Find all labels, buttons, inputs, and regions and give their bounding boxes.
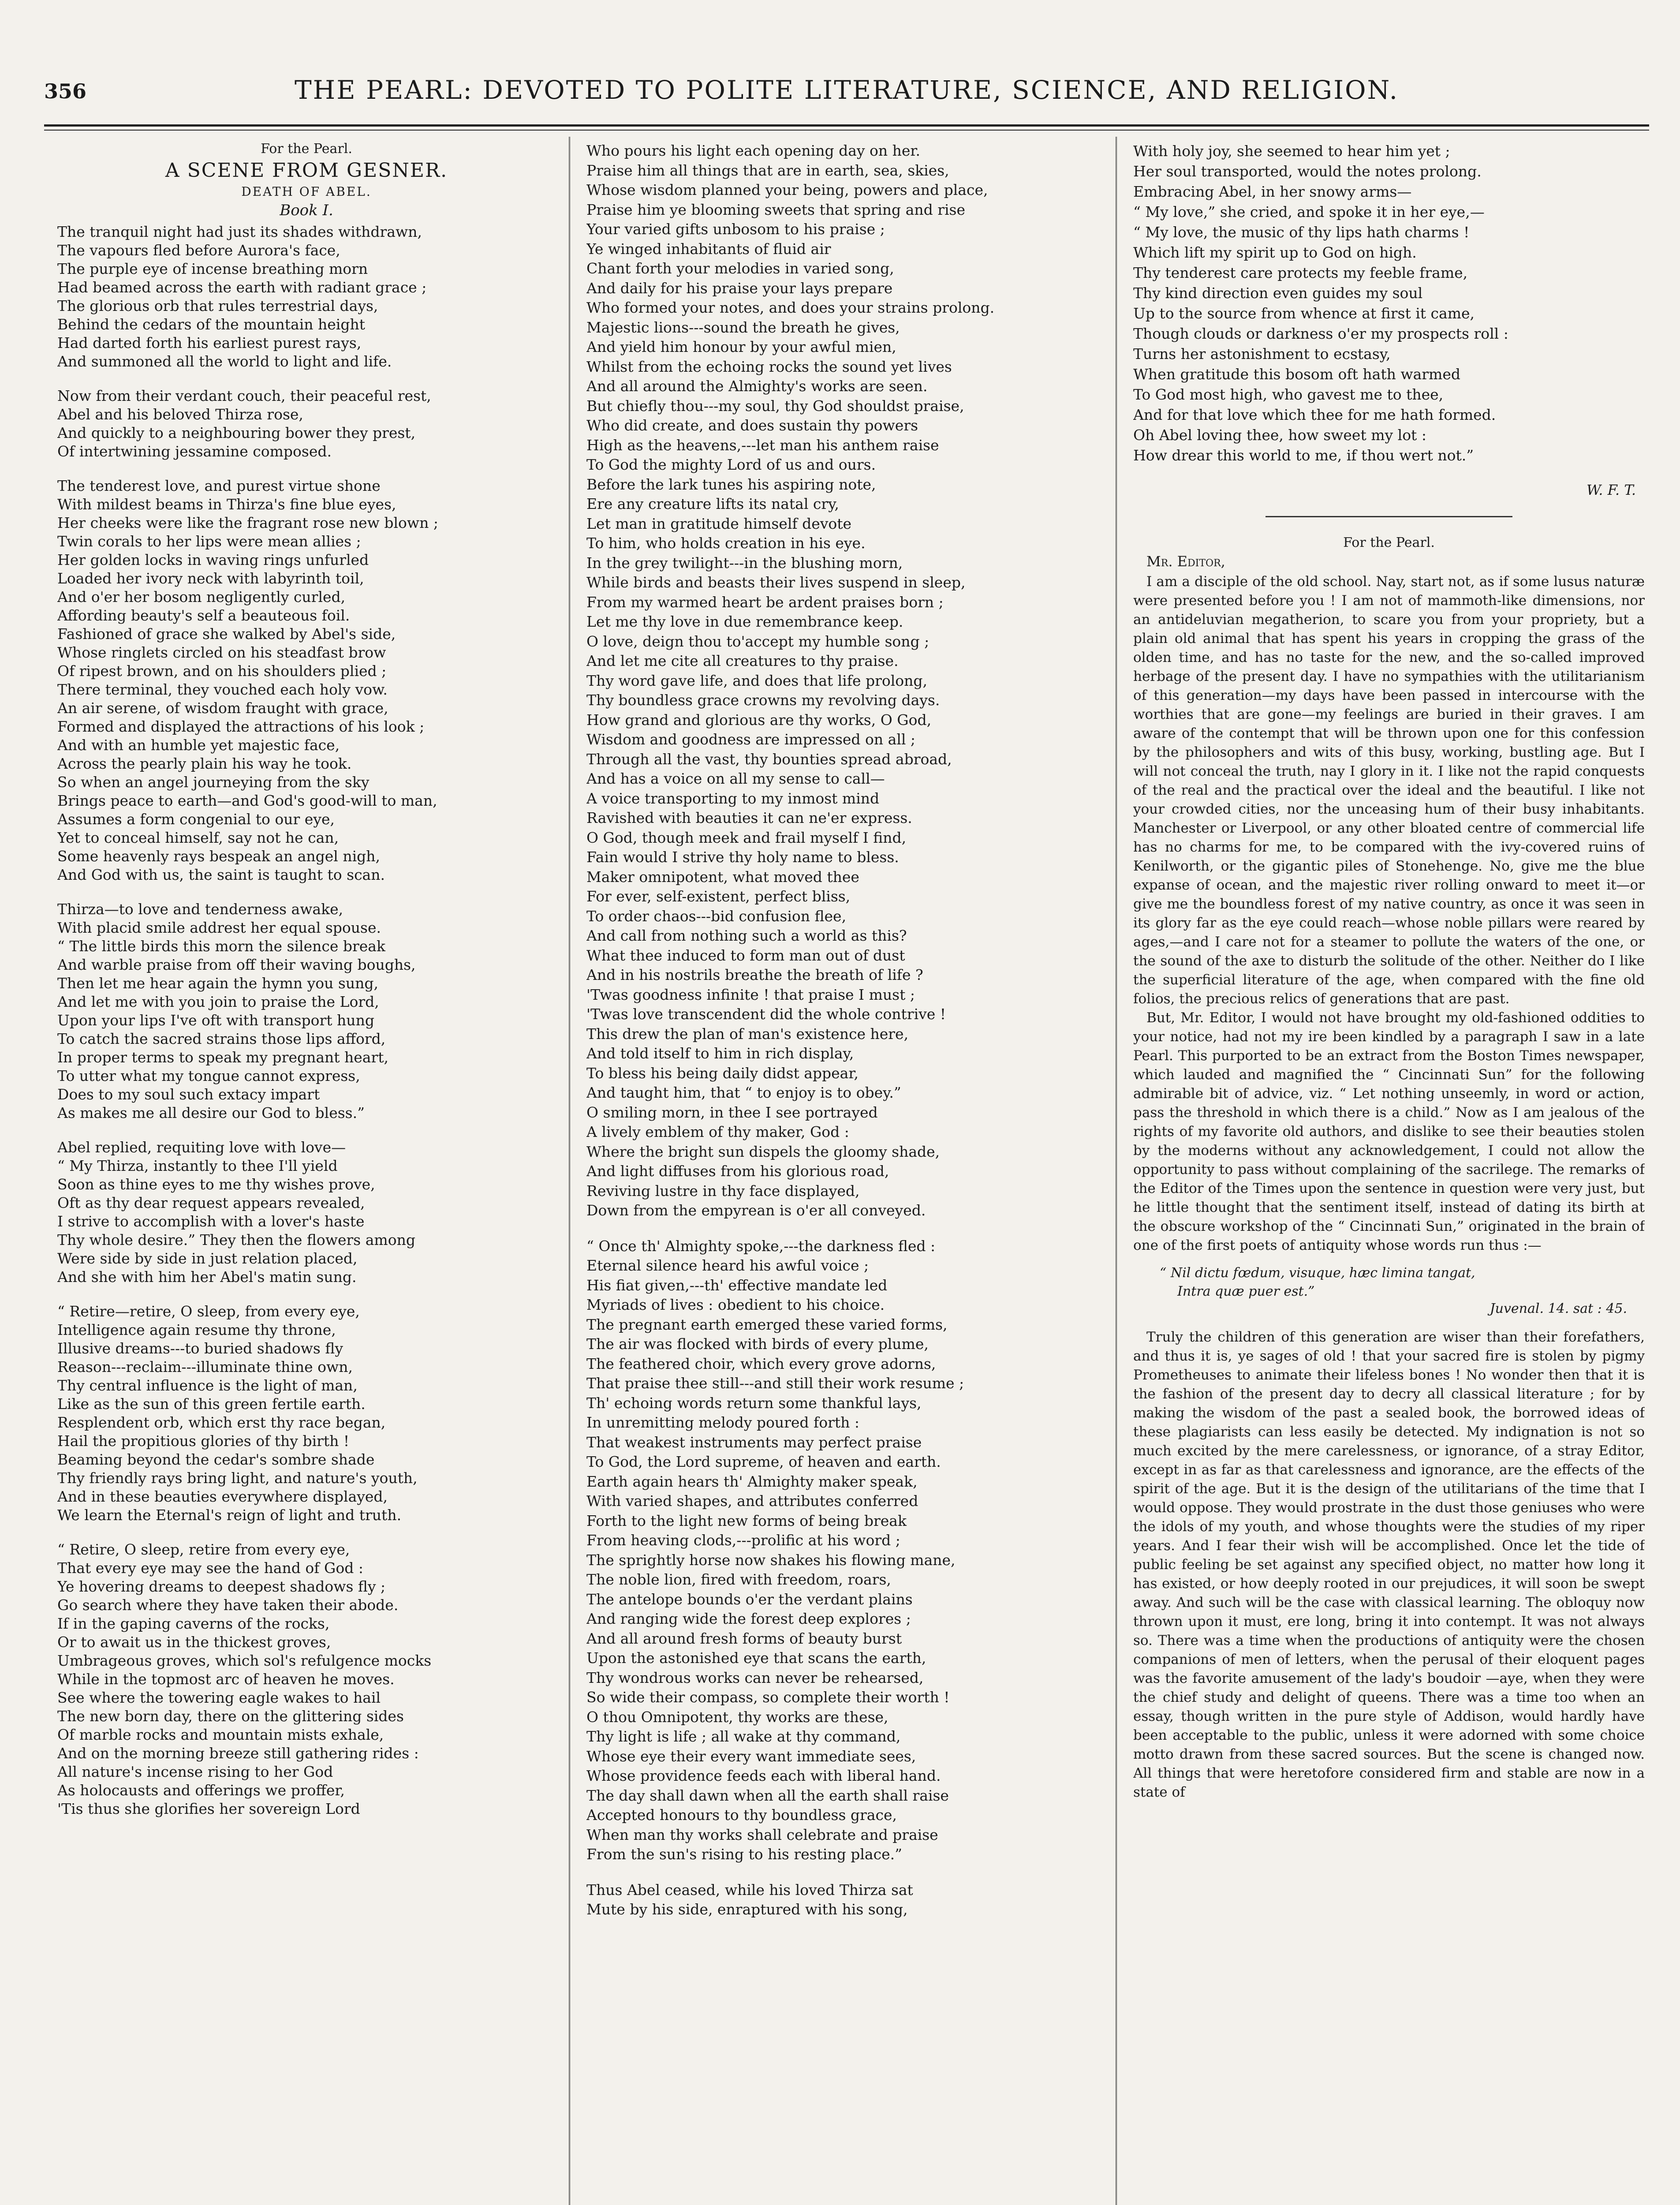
verse-line: Loaded her ivory neck with labyrinth toil, [57, 570, 364, 587]
verse-line: And in his nostrils breathe the breath of life ? [586, 966, 923, 983]
stanza [586, 141, 1102, 1221]
verse-line: Like as the sun of this green fertile earth. [57, 1395, 366, 1413]
running-title: THE PEARL: DEVOTED TO POLITE LITERATURE, SCIENCE, AND RELIGION. [294, 75, 1399, 105]
verse-line: And all around fresh forms of beauty burst [586, 1629, 902, 1647]
verse-line: To bless his being daily didst appear, [586, 1064, 859, 1082]
verse-line: And o'er her bosom negligently curled, [57, 588, 346, 605]
verse-line: Thy friendly rays bring light, and nature's youth, [57, 1469, 418, 1487]
verse-line: Of ripest brown, and on his shoulders plied ; [57, 662, 387, 680]
verse-line: And summoned all the world to light and life. [57, 353, 392, 370]
verse-line: Her golden locks in waving rings unfurled [57, 551, 369, 568]
verse-line: With placid smile addrest her equal spouse. [57, 919, 381, 936]
verse-line: Brings peace to earth—and God's good-will to man, [57, 792, 437, 809]
section-rule [1266, 516, 1512, 517]
verse-line: Whose ringlets circled on his steadfast brow [57, 644, 386, 661]
stanza [57, 1540, 556, 1818]
quote-line: “ Nil dictu fœdum, visuque, hæc limina tangat, [1160, 1265, 1475, 1281]
verse-line: Now from their verdant couch, their peaceful rest, [57, 387, 431, 404]
verse-line: Which lift my spirit up to God on high. [1133, 244, 1417, 261]
header-rule-thin [44, 130, 1649, 131]
verse-line: Fain would I strive thy holy name to bless. [586, 848, 899, 866]
author-signature: W. F. T. [1586, 482, 1636, 498]
verse-line: Illusive dreams---to buried shadows fly [57, 1340, 343, 1357]
verse-line: Twin corals to her lips were mean allies ; [57, 533, 361, 550]
verse-line: Does to my soul such extacy impart [57, 1086, 320, 1103]
verse-line: From heaving clods,---prolific at his word ; [586, 1532, 900, 1549]
verse-line: Who formed your notes, and does your strains prolong. [586, 299, 995, 316]
verse-line: With varied shapes, and attributes conferred [586, 1492, 918, 1510]
verse-line: And warble praise from off their waving boughs, [57, 956, 416, 973]
verse-line: To him, who holds creation in his eye. [586, 534, 866, 552]
verse-line: The day shall dawn when all the earth shall raise [586, 1786, 949, 1804]
verse-line: Thy light is life ; all wake at thy command, [586, 1728, 901, 1745]
verse-line: Let man in gratitude himself devote [586, 515, 852, 532]
verse-line: How grand and glorious are thy works, O God, [586, 711, 932, 729]
verse-line: Formed and displayed the attractions of his look ; [57, 718, 425, 735]
verse-line: An air serene, of wisdom fraught with grace, [57, 699, 388, 717]
page-number: 356 [44, 79, 87, 103]
verse-line: All nature's incense rising to her God [57, 1763, 333, 1780]
verse-line: So wide their compass, so complete their worth ! [586, 1689, 950, 1706]
column-divider [569, 137, 570, 2205]
verse-line: Her cheeks were like the fragrant rose new blown ; [57, 514, 439, 531]
for-the-pearl-label: For the Pearl. [1343, 535, 1435, 550]
verse-line: Go search where they have taken their abode. [57, 1596, 399, 1614]
verse-line: But chiefly thou---my soul, thy God shouldst praise, [586, 397, 964, 415]
verse-line: Yet to conceal himself, say not he can, [57, 829, 339, 846]
verse-line: And let me with you join to praise the Lord, [57, 993, 379, 1010]
verse-line: Thy whole desire.” They then the flowers among [57, 1231, 415, 1248]
verse-line: Thy central influence is the light of man, [57, 1377, 358, 1394]
verse-line: The purple eye of incense breathing morn [57, 260, 368, 277]
column-divider [1116, 137, 1117, 2205]
stanza [57, 1302, 556, 1525]
verse-line: Down from the empyrean is o'er all conveyed. [586, 1202, 926, 1219]
verse-line: And she with him her Abel's matin sung. [57, 1268, 357, 1286]
verse-line: The glorious orb that rules terrestrial days, [57, 297, 378, 314]
verse-line: When man thy works shall celebrate and praise [586, 1826, 938, 1843]
verse-line: Thirza—to love and tenderness awake, [57, 901, 343, 918]
verse-line: Mute by his side, enraptured with his song, [586, 1901, 908, 1918]
verse-line: And taught him, that “ to enjoy is to obey.” [586, 1084, 901, 1101]
verse-line: “ Once th' Almighty spoke,---the darkness fled : [586, 1237, 936, 1255]
verse-line: So when an angel journeying from the sky [57, 774, 370, 791]
latin-quotation [1160, 1264, 1645, 1301]
verse-line: This drew the plan of man's existence here, [586, 1025, 909, 1043]
verse-line: Beaming beyond the cedar's sombre shade [57, 1451, 375, 1468]
verse-line: And for that love which thee for me hath formed. [1133, 406, 1496, 423]
verse-line: Oh Abel loving thee, how sweet my lot : [1133, 426, 1426, 444]
verse-line: Before the lark tunes his aspiring note, [586, 475, 876, 493]
verse-line: See where the towering eagle wakes to hail [57, 1689, 381, 1706]
verse-line: In the grey twilight---in the blushing morn, [586, 554, 903, 572]
verse-line: And has a voice on all my sense to call— [586, 770, 885, 787]
letter-paragraph: I am a disciple of the old school. Nay, start not, as if some lusus naturæ were presented before you ! I am not of mammoth-like dimensions, nor an antideluvian megatherion, to scare you from your propriety, but a plain old animal that has spent his years in cropping the grass of the olden time, and has no taste for the new, and the so-called improved herbage of the present day. I have no sympathies with the utilitarianism of this generation—my days have been passed in intercourse with the worthies that are gone—my feelings are buried in their graves. I am aware of the contempt that will be thrown upon one for this confession by the philosophers and wits of this busy, working, bustling age. But I will not conceal the truth, nay I glory in it. I like not the rapid conquests of the real and the practical over the ideal and the beautiful. I like not your crowded cities, nor the unceasing hum of their busy inhabitants. Manchester or Liverpool, or any other bloated centre of commercial life has no charms for me, to be compared with the ivy-covered ruins of Kenilworth, or the gigantic piles of Stonehenge. No, give me the blue expanse of ocean, and the majestic river rolling onward to meet it—or give me the boundless forest of my native country, as once it was seen in its glory far as the eye could reach—whose noble pillars were reared by ages,—and I care not for a steamer to pollute the waters of the one, or the sound of the axe to disturb the solitude of the other. Neither do I like the superficial literature of the age, when compared with the fine old folios, the precious relics of generations that are past. [1133, 574, 1645, 1007]
stanza [57, 477, 556, 884]
verse-line: From the sun's rising to his resting place.” [586, 1846, 902, 1863]
verse-line: I strive to accomplish with a lover's haste [57, 1213, 365, 1230]
verse-line: Thy tenderest care protects my feeble frame, [1133, 264, 1468, 281]
verse-line: Maker omnipotent, what moved thee [586, 868, 859, 886]
verse-line: Reviving lustre in thy face displayed, [586, 1182, 860, 1200]
verse-line: Across the pearly plain his way he took. [57, 755, 352, 772]
verse-line: Fashioned of grace she walked by Abel's side, [57, 625, 396, 643]
verse-line: Through all the vast, thy bounties spread abroad, [586, 750, 952, 768]
stanza [57, 900, 556, 1122]
verse-line: “ My love, the music of thy lips hath charms ! [1133, 224, 1470, 241]
verse-line: Upon the astonished eye that scans the earth, [586, 1649, 926, 1667]
verse-line: “ The little birds this morn the silence break [57, 938, 385, 955]
verse-line: “ My love,” she cried, and spoke it in her eye,— [1133, 203, 1485, 220]
verse-line: Chant forth your melodies in varied song, [586, 260, 894, 277]
verse-line: To utter what my tongue cannot express, [57, 1067, 360, 1084]
verse-line: Thy wondrous works can never be rehearsed, [586, 1669, 924, 1686]
verse-line: Resplendent orb, which erst thy race began, [57, 1414, 386, 1431]
verse-line: The tenderest love, and purest virtue shone [57, 477, 381, 494]
verse-line: Hail the propitious glories of thy birth ! [57, 1432, 350, 1450]
verse-line: Had darted forth his earliest purest rays, [57, 334, 362, 351]
column-1 [57, 141, 556, 2205]
verse-line: Oft as thy dear request appears revealed, [57, 1194, 365, 1211]
verse-line: “ Retire, O sleep, retire from every eye, [57, 1541, 350, 1558]
poem-title: A SCENE FROM GESNER. [165, 159, 448, 182]
verse-line: Where the bright sun dispels the gloomy shade, [586, 1143, 940, 1160]
verse-line: From my warmed heart be ardent praises born ; [586, 593, 944, 611]
verse-line: Intelligence again resume thy throne, [57, 1321, 336, 1338]
verse-line: Embracing Abel, in her snowy arms— [1133, 183, 1412, 200]
verse-line: O love, deign thou to'accept my humble song ; [586, 632, 930, 650]
verse-line: In unremitting melody poured forth : [586, 1414, 860, 1431]
verse-line: His fiat given,---th' effective mandate led [586, 1276, 888, 1294]
verse-line: The noble lion, fired with freedom, roars, [586, 1571, 891, 1588]
verse-line: And all around the Almighty's works are seen. [586, 377, 928, 395]
verse-line: And in these beauties everywhere displayed, [57, 1488, 388, 1505]
verse-line: As makes me all desire our God to bless.” [57, 1104, 365, 1121]
verse-line: With mildest beams in Thirza's fine blue eyes, [57, 496, 396, 513]
header-rule [44, 124, 1649, 127]
verse-line: Majestic lions---sound the breath he gives, [586, 318, 900, 336]
verse-line: Some heavenly rays bespeak an angel nigh, [57, 848, 380, 865]
verse-line: The antelope bounds o'er the verdant plains [586, 1590, 913, 1608]
verse-line: Ere any creature lifts its natal cry, [586, 495, 839, 512]
verse-line: Praise him all things that are in earth, sea, skies, [586, 161, 949, 179]
book-label: Book I. [280, 202, 333, 219]
quote-source: Juvenal. 14. sat : 45. [1490, 1301, 1627, 1316]
verse-line: The new born day, there on the glittering sides [57, 1708, 404, 1725]
verse-line: A voice transporting to my inmost mind [586, 789, 880, 807]
verse-line: “ Retire—retire, O sleep, from every eye, [57, 1303, 360, 1320]
verse-line: The pregnant earth emerged these varied forms, [586, 1316, 948, 1333]
verse-line: The air was flocked with birds of every plume, [586, 1335, 929, 1353]
verse-line: To God, the Lord supreme, of heaven and earth. [586, 1453, 941, 1470]
poem-stanzas [57, 223, 556, 1818]
verse-line: Ye hovering dreams to deepest shadows fly ; [57, 1578, 386, 1595]
verse-line: To God most high, who gavest me to thee, [1133, 386, 1444, 403]
stanza [1133, 141, 1645, 466]
verse-line: Whose providence feeds each with liberal hand. [586, 1767, 941, 1784]
verse-line: “ My Thirza, instantly to thee I'll yield [57, 1157, 338, 1174]
verse-line: High as the heavens,---let man his anthem raise [586, 436, 939, 454]
verse-line: While in the topmost arc of heaven he moves. [57, 1671, 395, 1688]
verse-line: Ye winged inhabitants of fluid air [586, 240, 831, 258]
verse-line: And daily for his praise your lays prepare [586, 279, 893, 297]
verse-line: And on the morning breeze still gathering rides : [57, 1745, 419, 1762]
page-header [44, 75, 1649, 119]
verse-line: That praise thee still---and still their work resume ; [586, 1375, 964, 1392]
poem-subtitle: DEATH OF ABEL. [241, 184, 372, 199]
verse-line: Umbrageous groves, which sol's refulgence mocks [57, 1652, 432, 1669]
verse-line: Who pours his light each opening day on her. [586, 142, 921, 159]
verse-line: Affording beauty's self a beauteous foil. [57, 607, 350, 624]
verse-line: There terminal, they vouched each holy vow. [57, 681, 388, 698]
verse-line: How drear this world to me, if thou wert not.” [1133, 447, 1474, 464]
verse-line: Abel and his beloved Thirza rose, [57, 406, 303, 423]
verse-line: That weakest instruments may perfect praise [586, 1433, 922, 1451]
stanza [57, 387, 556, 461]
verse-line: If in the gaping caverns of the rocks, [57, 1615, 330, 1632]
stanza [586, 1237, 1102, 1865]
stanza [57, 1138, 556, 1286]
verse-line: 'Twas goodness infinite ! that praise I must ; [586, 986, 915, 1003]
stanza [57, 223, 556, 371]
verse-line: And told itself to him in rich display, [586, 1045, 854, 1062]
verse-line: Who did create, and does sustain thy powers [586, 417, 918, 434]
verse-line: And yield him honour by your awful mien, [586, 338, 896, 355]
verse-line: Forth to the light new forms of being break [586, 1512, 907, 1529]
verse-line: Myriads of lives : obedient to his choice. [586, 1296, 885, 1313]
quote-line: Intra quæ puer est.” [1177, 1284, 1315, 1299]
verse-line: To God the mighty Lord of us and ours. [586, 456, 876, 473]
verse-line: Whose wisdom planned your being, powers and place, [586, 181, 988, 198]
verse-line: To order chaos---bid confusion flee, [586, 907, 847, 925]
verse-line: Her soul transported, would the notes prolong. [1133, 163, 1482, 180]
verse-line: Whilst from the echoing rocks the sound yet lives [586, 358, 952, 375]
verse-line: Th' echoing words return some thankful lays, [586, 1394, 922, 1412]
letter-body [1133, 572, 1645, 1802]
verse-line: Accepted honours to thy boundless grace, [586, 1806, 897, 1824]
verse-line: 'Twas love transcendent did the whole contrive ! [586, 1005, 946, 1023]
verse-line: The feathered choir, which every grove adorns, [586, 1355, 936, 1372]
column-3 [1133, 141, 1645, 2205]
verse-line: Assumes a form congenial to our eye, [57, 811, 335, 828]
verse-line: Up to the source from whence at first it came, [1133, 305, 1475, 322]
verse-line: Thus Abel ceased, while his loved Thirza sat [586, 1881, 913, 1899]
verse-line: Whose eye their every want immediate sees, [586, 1747, 916, 1765]
verse-line: When gratitude this bosom oft hath warmed [1133, 366, 1460, 383]
verse-line: Reason---reclaim---illuminate thine own, [57, 1358, 353, 1375]
verse-line: And ranging wide the forest deep explores ; [586, 1610, 911, 1627]
verse-line: Praise him ye blooming sweets that spring and rise [586, 201, 965, 218]
poem-conclusion [1133, 141, 1645, 466]
verse-line: 'Tis thus she glorifies her sovereign Lord [57, 1800, 360, 1817]
verse-line: Of marble rocks and mountain mists exhale, [57, 1726, 384, 1743]
verse-line: We learn the Eternal's reign of light and truth. [57, 1506, 402, 1524]
verse-line: Or to await us in the thickest groves, [57, 1633, 331, 1651]
letter-paragraph: Truly the children of this generation are wiser than their forefathers, and thus it is, ye sages of old ! that your sacred fire is stolen by pigmy Prometheuses to animate their lifeless bones ! No wonder then that it is the fashion of the present day to decry all classical literature ; for by making the wisdom of the past a sealed book, the borrowed ideas of these plagiarists can less easily be detected. My indignation is not so much excited by the mere carelessness, or ignorance, of a stray Editor, except in as far as that carelessness and ignorance, are the effects of the spirit of the age. But it is the design of the utilitarians of the time that I would oppose. They would prostrate in the dust those geniuses who were the idols of my youth, and whose thoughts were the studies of my riper years. And I fear their wish will be accomplished. Once let the tide of public feeling be set against any specified object, no matter how long it has existed, or how deeply rooted in our prejudices, it will soon be swept away. And such will be the case with classical learning. The obloquy now thrown upon it must, ere long, bring it into contempt. It was not always so. There was a time when the productions of antiquity were the chosen companions of men of letters, when the perusal of their eloquent pages was the favorite amusement of the lady's boudoir —aye, when they were the chief study and delight of queens. There was a time too when an essay, though written in the pure style of Addison, would hardly have been acceptable to the public, unless it were adorned with some choice motto drawn from these sacred sources. But the scene is changed now. All things that were heretofore considered firm and stable are now in a state of [1133, 1329, 1645, 1800]
verse-line: Your varied gifts unbosom to his praise ; [586, 220, 885, 238]
verse-line: In proper terms to speak my pregnant heart, [57, 1049, 389, 1066]
verse-line: O thou Omnipotent, thy works are these, [586, 1708, 889, 1726]
letter-salutation: Mr. Editor, [1146, 553, 1225, 570]
verse-line: Thy boundless grace crowns my revolving days. [586, 691, 940, 709]
verse-line: The sprightly horse now shakes his flowing mane, [586, 1551, 956, 1569]
verse-line: And light diffuses from his glorious road, [586, 1162, 889, 1180]
verse-line: The vapours fled before Aurora's face, [57, 242, 340, 259]
poem-stanzas-continued [586, 141, 1102, 1920]
verse-line: And with an humble yet majestic face, [57, 736, 340, 754]
letter-paragraph: But, Mr. Editor, I would not have brought my old-fashioned oddities to your notice, had not my ire been kindled by a paragraph I saw in a late Pearl. This purported to be an extract from the Boston Times newspaper, which lauded and magnified the “ Cincinnati Sun” for the following admirable bit of advice, viz. “ Let nothing unseemly, in word or action, pass the threshold in which there is a child.” Now as I am jealous of the rights of my favorite old authors, and dislike to see their beauties stolen by the moderns without any acknowledgement, I could not allow the opportunity to pass without complaining of the sacrilege. The remarks of the Editor of the Times upon the sentence in question were very just, but he little thought that the sentiment itself, instead of dating its birth at the obscure workshop of the “ Cincinnati Sun,” originated in the brain of one of the first poets of antiquity whose words run thus :— [1133, 1010, 1645, 1253]
verse-line: Earth again hears th' Almighty maker speak, [586, 1472, 918, 1490]
verse-line: Wisdom and goodness are impressed on all ; [586, 731, 916, 748]
verse-line: Of intertwining jessamine composed. [57, 443, 332, 460]
verse-line: Let me thy love in due remembrance keep. [586, 613, 903, 630]
verse-line: Ravished with beauties it can ne'er express. [586, 809, 912, 826]
verse-line: Behind the cedars of the mountain height [57, 316, 365, 333]
verse-line: Eternal silence heard his awful voice ; [586, 1257, 869, 1274]
verse-line: And quickly to a neighbouring bower they prest, [57, 424, 416, 441]
verse-line: Upon your lips I've oft with transport hung [57, 1012, 374, 1029]
verse-line: With holy joy, she seemed to hear him yet ; [1133, 142, 1450, 160]
verse-line: O smiling morn, in thee I see portrayed [586, 1103, 878, 1121]
verse-line: Had beamed across the earth with radiant grace ; [57, 279, 427, 296]
verse-line: Though clouds or darkness o'er my prospects roll : [1133, 325, 1508, 342]
verse-line: Were side by side in just relation placed, [57, 1250, 358, 1267]
verse-line: For ever, self-existent, perfect bliss, [586, 888, 851, 905]
column-2 [586, 141, 1102, 2205]
verse-line: While birds and beasts their lives suspend in sleep, [586, 574, 966, 591]
verse-line: Abel replied, requiting love with love— [57, 1139, 346, 1156]
verse-line: Turns her astonishment to ecstasy, [1133, 345, 1391, 363]
verse-line: To catch the sacred strains those lips afford, [57, 1030, 386, 1047]
verse-line: Thy word gave life, and does that life prolong, [586, 672, 928, 689]
stanza [586, 1880, 1102, 1920]
verse-line: And God with us, the saint is taught to scan. [57, 866, 385, 883]
verse-line: As holocausts and offerings we proffer, [57, 1782, 345, 1799]
verse-line: O God, though meek and frail myself I find, [586, 829, 907, 846]
verse-line: Thy kind direction even guides my soul [1133, 284, 1423, 302]
verse-line: That every eye may see the hand of God : [57, 1559, 363, 1577]
verse-line: Soon as thine eyes to me thy wishes prove, [57, 1176, 375, 1193]
for-the-pearl-label: For the Pearl. [261, 141, 352, 157]
verse-line: A lively emblem of thy maker, God : [586, 1123, 849, 1140]
verse-line: And let me cite all creatures to thy praise. [586, 652, 899, 669]
verse-line: Then let me hear again the hymn you sung, [57, 975, 378, 992]
verse-line: The tranquil night had just its shades withdrawn, [57, 223, 422, 240]
verse-line: What thee induced to form man out of dust [586, 946, 905, 964]
verse-line: And call from nothing such a world as this? [586, 927, 907, 944]
